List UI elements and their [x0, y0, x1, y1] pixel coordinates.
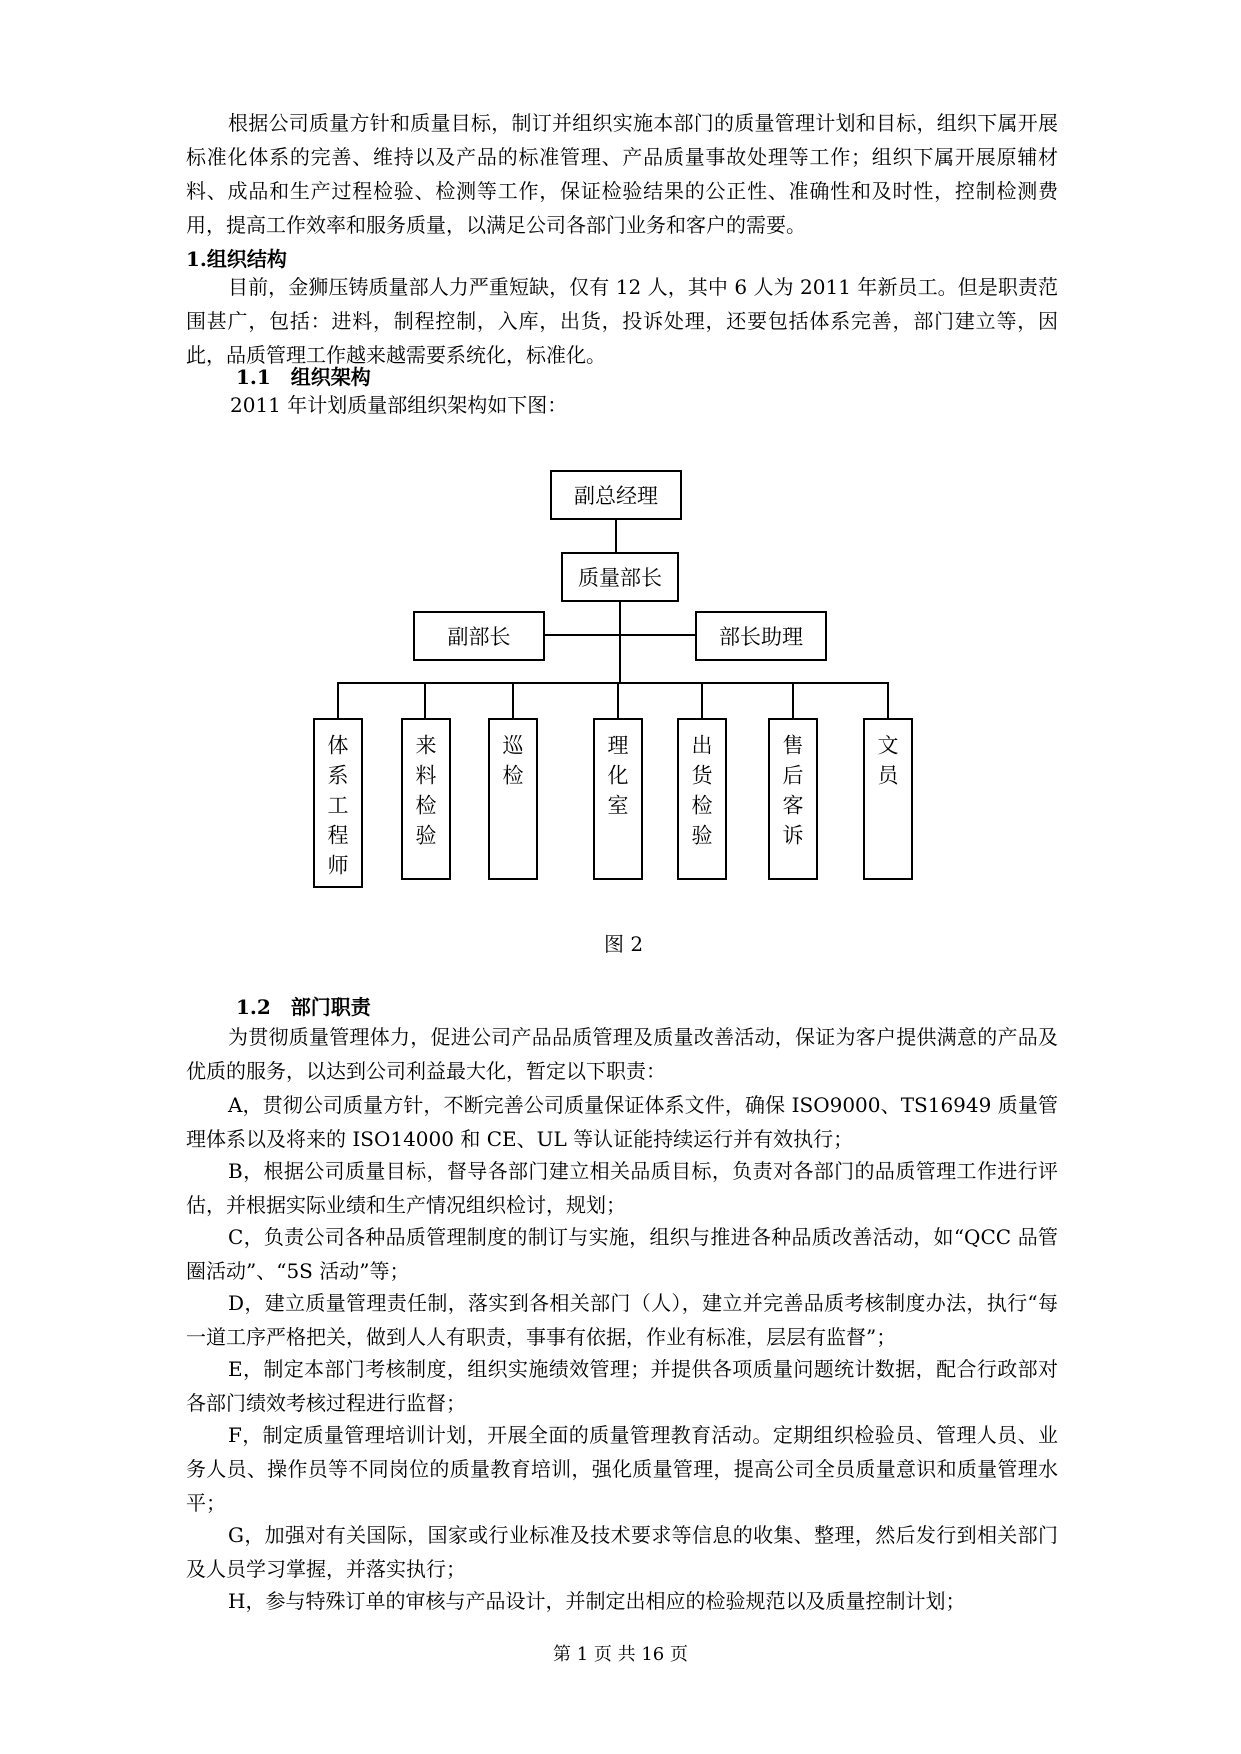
connector — [887, 682, 889, 718]
duty-item: H，参与特殊订单的审核与产品设计，并制定出相应的检验规范以及质量控制计划； — [228, 1589, 966, 1613]
connector — [337, 682, 887, 684]
connector — [337, 682, 339, 718]
section-1-1-heading: 1.1 组织架构 — [236, 365, 371, 389]
duty-item: E，制定本部门考核制度，组织实施绩效管理；并提供各项质量问题统计数据，配合行政部对各部门绩效考核过程进行监督； — [186, 1357, 1058, 1415]
section-1-2-intro: 为贯彻质量管理体力，促进公司产品品质管理及质量改善活动，保证为客户提供满意的产品及优质的服务，以达到公司利益最大化，暂定以下职责： — [186, 1025, 1058, 1083]
section-1-body: 目前，金狮压铸质量部人力严重短缺，仅有 12 人，其中 6 人为 2011 年新员工。但是职责范围甚广，包括：进料，制程控制，入库，出货，投诉处理，还要包括体系完善，部门建立等，因此，品质管理工作越来越需要系统化，标准化。 — [186, 275, 1058, 367]
connector — [512, 682, 514, 718]
section-1-2-heading: 1.2 部门职责 — [236, 995, 371, 1019]
connector — [619, 602, 621, 682]
connector — [544, 634, 696, 636]
connector — [617, 682, 619, 718]
org-node-manager: 质量部长 — [561, 552, 679, 602]
duty-item: A，贯彻公司质量方针，不断完善公司质量保证体系文件，确保 ISO9000、TS16949 质量管理体系以及将来的 ISO14000 和 CE、UL 等认证能持续运行并有效执行； — [186, 1093, 1058, 1151]
intro-paragraph: 根据公司质量方针和质量目标，制订并组织实施本部门的质量管理计划和目标，组织下属开展标准化体系的完善、维持以及产品的标准管理、产品质量事故处理等工作；组织下属开展原辅材料、成品和生产过程检验、检测等工作，保证检验结果的公正性、准确性和及时性，控制检测费用，提高工作效率和服务质量，以满足公司各部门业务和客户的需要。 — [186, 111, 1058, 237]
section-1-1-intro: 2011 年计划质量部组织架构如下图： — [230, 393, 568, 417]
org-unit-lab: 理化室 — [593, 718, 643, 880]
connector — [792, 682, 794, 718]
figure-caption: 图 2 — [604, 932, 644, 956]
connector — [701, 682, 703, 718]
org-node-assistant: 部长助理 — [695, 611, 827, 661]
duty-item: F，制定质量管理培训计划，开展全面的质量管理教育活动。定期组织检验员、管理人员、业务人员、操作员等不同岗位的质量教育培训，强化质量管理，提高公司全员质量意识和质量管理水平； — [186, 1423, 1058, 1515]
org-node-top: 副总经理 — [550, 470, 682, 520]
org-unit-clerk: 文员 — [863, 718, 913, 880]
section-1-heading: 1.组织结构 — [186, 247, 287, 271]
org-unit-patrol-inspection: 巡检 — [488, 718, 538, 880]
org-node-deputy: 副部长 — [413, 611, 545, 661]
duty-item: B，根据公司质量目标，督导各部门建立相关品质目标，负责对各部门的品质管理工作进行评估，并根据实际业绩和生产情况组织检讨，规划； — [186, 1159, 1058, 1217]
duty-item: C，负责公司各种品质管理制度的制订与实施，组织与推进各种品质改善活动，如“QCC 品管圈活动”、“5S 活动”等； — [186, 1225, 1058, 1283]
org-unit-outgoing-inspection: 出货检验 — [677, 718, 727, 880]
connector — [615, 520, 617, 552]
org-unit-incoming-inspection: 来料检验 — [401, 718, 451, 880]
org-unit-after-sales: 售后客诉 — [768, 718, 818, 880]
duty-item: D，建立质量管理责任制，落实到各相关部门（人），建立并完善品质考核制度办法，执行“每一道工序严格把关，做到人人有职责，事事有依据，作业有标准，层层有监督”； — [186, 1291, 1058, 1349]
org-unit-system-engineer: 体系工程师 — [313, 718, 363, 888]
duty-item: G，加强对有关国际，国家或行业标准及技术要求等信息的收集、整理，然后发行到相关部门及人员学习掌握，并落实执行； — [186, 1523, 1058, 1581]
page-footer: 第 1 页 共 16 页 — [553, 1644, 688, 1665]
connector — [424, 682, 426, 718]
